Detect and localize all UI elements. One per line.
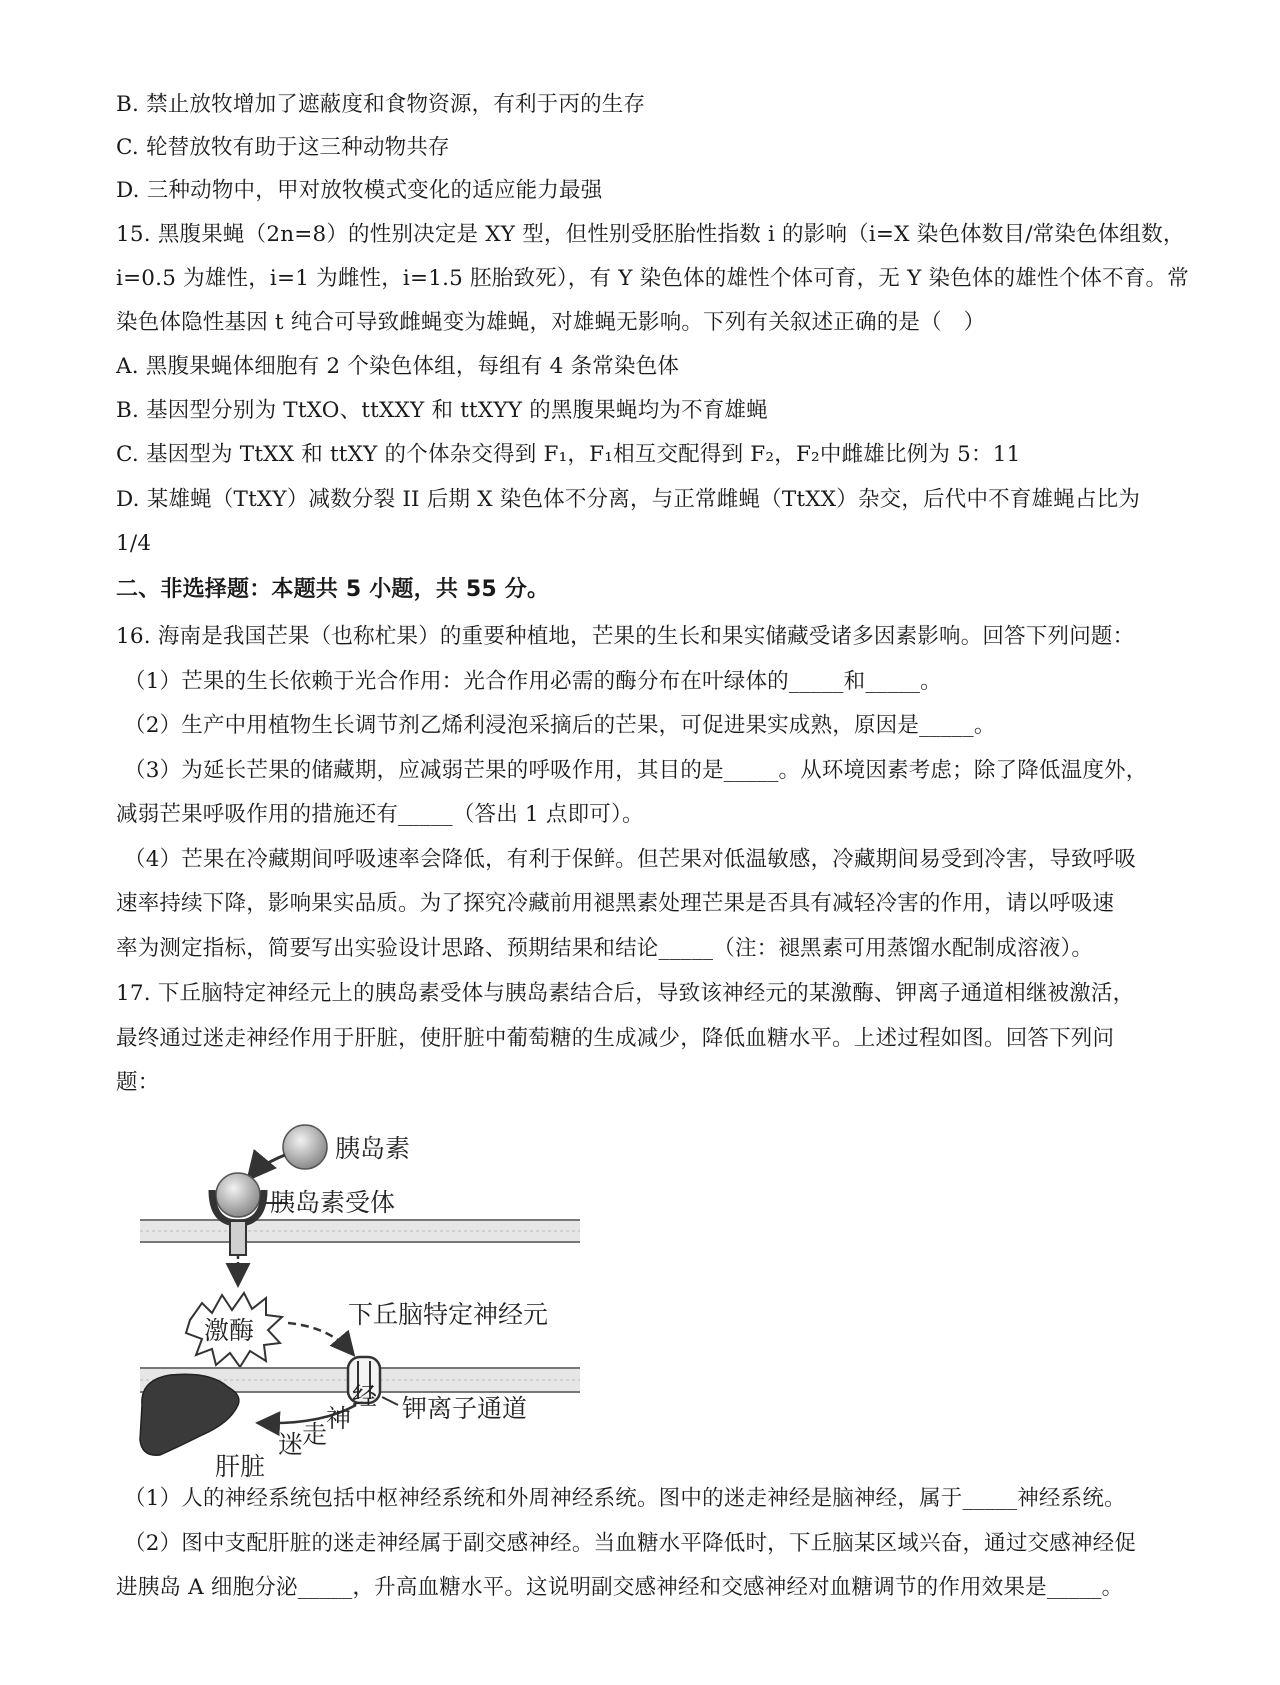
neuron-label: 下丘脑特定神经元 bbox=[348, 1300, 549, 1329]
q16-part-4-line-3: 率为测定指标，简要写出实验设计思路、预期结果和结论_____（注：褪黑素可用蒸馏水配制成溶液）。 bbox=[116, 936, 1094, 961]
q15-stem-line-2: i=0.5 为雄性，i=1 为雌性，i=1.5 胚胎致死），有 Y 染色体的雄性个体可育，无 Y 染色体的雄性个体不育。常 bbox=[116, 266, 1189, 291]
q16-part-2: （2）生产中用植物生长调节剂乙烯利浸泡采摘后的芒果，可促进果实成熟，原因是_____。 bbox=[124, 713, 996, 738]
q17-stem-line-2: 最终通过迷走神经作用于肝脏，使肝脏中葡萄糖的生成减少，降低血糖水平。上述过程如图。回答下列问 bbox=[116, 1026, 1115, 1051]
q14-option-d: D. 三种动物中，甲对放牧模式变化的适应能力最强 bbox=[116, 178, 603, 203]
section-heading: 二、非选择题：本题共 5 小题，共 55 分。 bbox=[116, 577, 550, 602]
vagus-label-char-4: 经 bbox=[352, 1382, 378, 1411]
liver-label: 肝脏 bbox=[215, 1452, 266, 1481]
insulin-signaling-diagram bbox=[120, 1105, 590, 1485]
q15-option-a: A. 黑腹果蝇体细胞有 2 个染色体组，每组有 4 条常染色体 bbox=[116, 354, 680, 379]
activation-arrow bbox=[288, 1323, 352, 1353]
k-channel-label: 钾离子通道 bbox=[402, 1394, 528, 1423]
q16-part-3-continued: 减弱芒果呼吸作用的措施还有_____（答出 1 点即可）。 bbox=[116, 802, 644, 827]
kinase-label: 激酶 bbox=[204, 1316, 255, 1345]
q17-part-1: （1）人的神经系统包括中枢神经系统和外周神经系统。图中的迷走神经是脑神经，属于_____神经系统。 bbox=[124, 1486, 1126, 1511]
q15-stem-line-1: 15. 黑腹果蝇（2n=8）的性别决定是 XY 型，但性别受胚胎性指数 i 的影响（i=X 染色体数目/常染色体组数， bbox=[116, 222, 1185, 247]
q17-stem-line-1: 17. 下丘脑特定神经元上的胰岛素受体与胰岛素结合后，导致该神经元的某激酶、钾离子通道相继被激活， bbox=[116, 981, 1135, 1006]
q16-part-4: （4）芒果在冷藏期间呼吸速率会降低，有利于保鲜。但芒果对低温敏感，冷藏期间易受到冷害，导致呼吸 bbox=[124, 847, 1137, 872]
binding-arrow bbox=[250, 1155, 285, 1177]
insulin-label: 胰岛素 bbox=[335, 1134, 411, 1163]
q17-stem-line-3: 题： bbox=[116, 1070, 160, 1095]
vagus-label-char-3: 神 bbox=[326, 1404, 352, 1433]
q16-part-3: （3）为延长芒果的储藏期，应减弱芒果的呼吸作用，其目的是_____。从环境因素考虑；除了降低温度外， bbox=[124, 758, 1148, 783]
receptor-label: 胰岛素受体 bbox=[270, 1188, 396, 1217]
insulin-molecule bbox=[283, 1125, 327, 1169]
q17-part-2: （2）图中支配肝脏的迷走神经属于副交感神经。当血糖水平降低时，下丘脑某区域兴奋，通过交感神经促 bbox=[124, 1531, 1137, 1556]
q15-stem-line-3: 染色体隐性基因 t 纯合可导致雌蝇变为雄蝇，对雄蝇无影响。下列有关叙述正确的是（ ） bbox=[116, 310, 986, 335]
q15-option-d: D. 某雄蝇（TtXY）减数分裂 II 后期 X 染色体不分离，与正常雌蝇（TtXX）杂交，后代中不育雄蝇占比为 bbox=[116, 487, 1141, 512]
q16-part-4-line-2: 速率持续下降，影响果实品质。为了探究冷藏前用褪黑素处理芒果是否具有减轻冷害的作用，请以呼吸速 bbox=[116, 891, 1115, 916]
q15-option-b: B. 基因型分别为 TtXO、ttXXY 和 ttXYY 的黑腹果蝇均为不育雄蝇 bbox=[116, 398, 768, 423]
q17-part-2-continued: 进胰岛 A 细胞分泌_____，升高血糖水平。这说明副交感神经和交感神经对血糖调节的作用效果是_____。 bbox=[116, 1575, 1124, 1600]
q16-part-1: （1）芒果的生长依赖于光合作用：光合作用必需的酶分布在叶绿体的_____和_____。 bbox=[124, 669, 942, 694]
q14-option-b: B. 禁止放牧增加了遮蔽度和食物资源，有利于丙的生存 bbox=[116, 92, 646, 117]
q15-option-d-continued: 1/4 bbox=[116, 531, 152, 556]
vagus-label-char-1: 迷 bbox=[278, 1430, 304, 1459]
q14-option-c: C. 轮替放牧有助于这三种动物共存 bbox=[116, 135, 450, 160]
vagus-label-char-2: 走 bbox=[302, 1420, 328, 1449]
q16-stem: 16. 海南是我国芒果（也称杧果）的重要种植地，芒果的生长和果实储藏受诸多因素影响。回答下列问题： bbox=[116, 624, 1135, 649]
q15-option-c: C. 基因型为 TtXX 和 ttXY 的个体杂交得到 F₁，F₁相互交配得到 F₂，F₂中雌雄比例为 5：11 bbox=[116, 442, 1021, 467]
upper-cell-membrane bbox=[140, 1220, 580, 1242]
liver-shape bbox=[140, 1374, 239, 1455]
